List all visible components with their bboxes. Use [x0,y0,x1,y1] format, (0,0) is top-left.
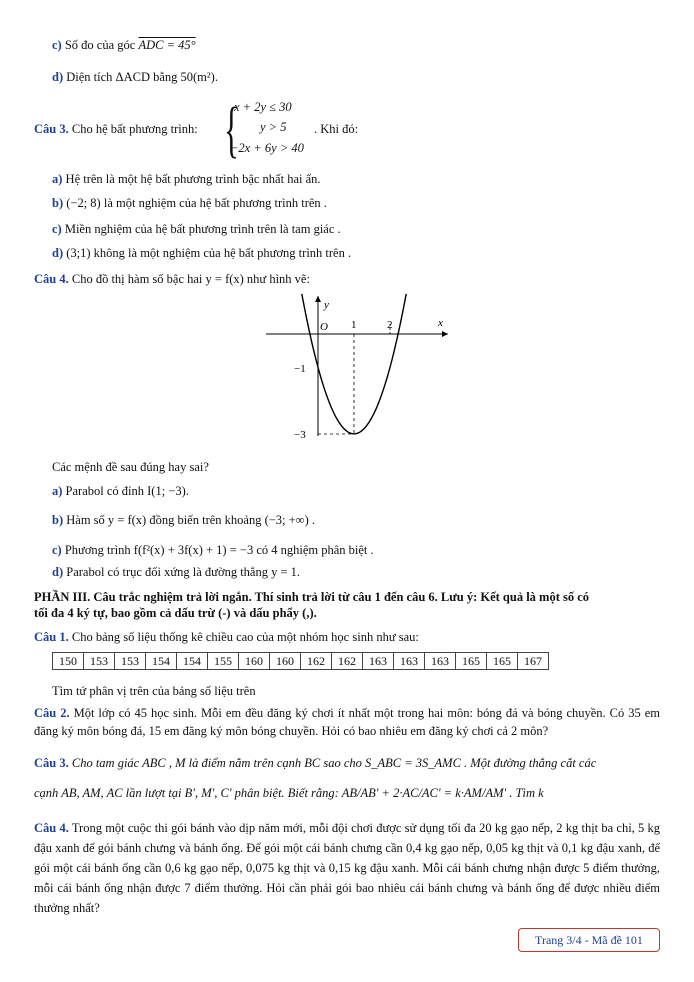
table-cell: 165 [487,653,518,670]
origin-label: O [320,321,328,333]
q3-after: . Khi đó: [314,122,359,136]
p1-stem: Câu 1. Cho bảng số liệu thống kê chiều cao của một nhóm học sinh như sau: [34,630,419,644]
q4-item-d: d) Parabol có trục đối xứng là đường thẳng y = 1. [52,565,301,579]
p3-line1: Câu 3. Cho tam giác ABC , M là điểm nằm trên cạnh BC sao cho S_ABC = 3S_AMC . Một đường thẳng cắt các [34,756,597,770]
x-axis-arrow [442,331,448,337]
p3-line2: cạnh AB, AM, AC lần lượt tại B', M', C' phân biệt. Biết rằng: AB/AB' + 2·AC/AC' = k·AM/AM' . Tìm k [34,786,544,800]
q4-item-a: a) Parabol có đỉnh I(1; −3). [52,484,189,498]
table-cell: 160 [239,653,270,670]
q4-stem: Câu 4. Cho đồ thị hàm số bậc hai y = f(x) như hình vẽ: [34,272,310,286]
part3-heading-line2: tối đa 4 ký tự, bao gồm cả dấu trừ (-) và dấu phẩy (,). [34,606,317,620]
y-tick-minus3: −3 [294,429,306,440]
table-cell: 160 [270,653,301,670]
table-cell: 163 [363,653,394,670]
table-cell: 165 [456,653,487,670]
p1-ask: Tìm tứ phân vị trên của bảng số liệu trên [52,684,256,698]
table-cell: 163 [425,653,456,670]
table-cell: 162 [301,653,332,670]
q2-item-d: d) Diện tích ΔACD bằng 50(m²). [52,70,218,84]
table-cell: 167 [518,653,549,670]
part3-heading-line1: PHẦN III. Câu trắc nghiệm trả lời ngắn. Thí sinh trả lời từ câu 1 đến câu 6. Lưu ý: Kết quả là một số có [34,590,590,604]
q3-system: { x + 2y ≤ 30 y > 5 −2x + 6y > 40 [224,96,304,164]
q2-item-c: c) Số đo của góc ADC = 45° [52,38,196,52]
table-cell: 154 [177,653,208,670]
q3-item-d: d) (3;1) không là một nghiệm của hệ bất phương trình trên . [52,246,352,260]
q4-prompt: Các mệnh đề sau đúng hay sai? [52,460,209,474]
page-footer: Trang 3/4 - Mã đề 101 [518,928,660,952]
height-data-table [52,652,549,670]
table-row [53,653,549,670]
x-axis-label: x [438,317,443,329]
table-cell: 155 [208,653,239,670]
y-axis-arrow [315,296,321,302]
table-cell: 162 [332,653,363,670]
q3-item-c: c) Miền nghiệm của hệ bất phương trình trên là tam giác . [52,222,341,236]
y-axis-label: y [324,299,329,311]
q3-stem: Câu 3. Cho hệ bất phương trình: [34,122,198,136]
q4-item-c: c) Phương trình f(f²(x) + 3f(x) + 1) = −3 có 4 nghiệm phân biệt . [52,543,374,557]
x-tick-1: 1 [351,319,357,331]
table-cell: 163 [394,653,425,670]
table-cell: 153 [84,653,115,670]
parabola-graph [262,290,452,440]
p4-paragraph: Câu 4. Trong một cuộc thi gói bánh vào dịp năm mới, mỗi đội chơi được sử dụng tối đa 20 kg gạo nếp, 2 kg thịt ba chỉ, 5 kg đậu xanh để gói bánh chưng và bánh ống. Để gói một cái bánh chưng cần 0,4 kg gạo nếp, 0,05 kg thịt và 0,1 kg đậu xanh, để gói một cái bánh ống cần 0,6 kg gạo nếp, 0,075 kg thịt và 0,15 kg đậu xanh. Mỗi cái bánh chưng nhận được 5 điểm thưởng, mỗi cái bánh ống nhận được 7 điểm thưởng. Hỏi cần phải gói bao nhiêu cái bánh chưng và bánh ống để được nhiều điểm thưởng nhất? [34,821,661,915]
table-cell: 154 [146,653,177,670]
x-tick-2: 2 [387,319,393,331]
table-cell: 150 [53,653,84,670]
p2-paragraph: Câu 2. Một lớp có 45 học sinh. Mỗi em đều đăng ký chơi ít nhất một trong hai môn: bóng đá và bóng chuyền. Có 35 em đăng ký môn bóng đá, 15 em đăng ký môn bóng chuyền. Hỏi có bao nhiêu em đăng ký chơi cả 2 môn? [34,706,661,738]
q3-item-a: a) Hệ trên là một hệ bất phương trình bậc nhất hai ẩn. [52,172,321,186]
q3-item-b: b) (−2; 8) là một nghiệm của hệ bất phương trình trên . [52,196,327,210]
table-cell: 153 [115,653,146,670]
y-tick-minus1: −1 [294,363,306,375]
q4-item-b: b) Hàm số y = f(x) đồng biến trên khoảng (−3; +∞) . [52,513,316,527]
